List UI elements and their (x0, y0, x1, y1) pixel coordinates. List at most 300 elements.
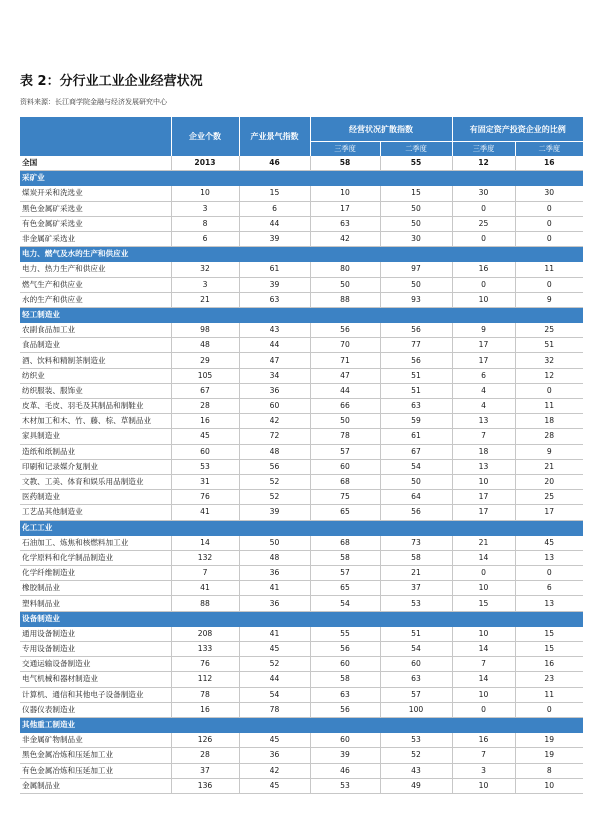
diffusion-q2-cell: 43 (380, 763, 452, 778)
diffusion-q3-cell: 44 (310, 383, 380, 398)
diffusion-q3-cell: 58 (310, 156, 380, 171)
sentiment-index-cell: 36 (239, 566, 310, 581)
table-row (20, 323, 583, 338)
sentiment-index-cell: 39 (239, 277, 310, 292)
industry-name-cell: 专用设备制造业 (20, 642, 171, 657)
diffusion-q2-cell: 50 (380, 474, 452, 489)
sentiment-index-cell: 61 (239, 262, 310, 277)
diffusion-q3-cell: 58 (310, 672, 380, 687)
diffusion-q3-cell: 56 (310, 702, 380, 717)
diffusion-q3-cell: 39 (310, 748, 380, 763)
firm-count-cell: 67 (171, 383, 239, 398)
industry-name-cell: 医药制造业 (20, 490, 171, 505)
table-body (20, 156, 583, 793)
investment-q3-cell: 7 (452, 429, 515, 444)
diffusion-q2-cell: 97 (380, 262, 452, 277)
investment-q2-cell: 30 (515, 186, 583, 201)
investment-q3-cell: 7 (452, 748, 515, 763)
section-header-row (20, 247, 583, 262)
table-row (20, 733, 583, 748)
investment-q2-cell: 32 (515, 353, 583, 368)
firm-count-cell: 3 (171, 201, 239, 216)
diffusion-q3-cell: 80 (310, 262, 380, 277)
diffusion-q2-cell: 60 (380, 657, 452, 672)
table-row (20, 216, 583, 231)
sentiment-index-cell: 36 (239, 383, 310, 398)
investment-q3-cell: 16 (452, 262, 515, 277)
sentiment-index-cell: 45 (239, 778, 310, 793)
investment-q3-cell: 17 (452, 505, 515, 520)
diffusion-q3-cell: 63 (310, 687, 380, 702)
table-row (20, 687, 583, 702)
diffusion-q3-cell: 54 (310, 596, 380, 611)
industry-name-cell: 食品制造业 (20, 338, 171, 353)
industry-name-cell: 有色金属矿采选业 (20, 216, 171, 231)
table-row (20, 626, 583, 641)
firm-count-cell: 60 (171, 444, 239, 459)
diffusion-q2-cell: 50 (380, 277, 452, 292)
investment-q2-cell: 25 (515, 323, 583, 338)
diffusion-q3-cell: 88 (310, 292, 380, 307)
diffusion-q2-cell: 77 (380, 338, 452, 353)
diffusion-q3-cell: 53 (310, 778, 380, 793)
industry-name-cell: 纺织服装、服饰业 (20, 383, 171, 398)
diffusion-q2-cell: 58 (380, 550, 452, 565)
table-row (20, 505, 583, 520)
section-title: 化工工业 (20, 520, 583, 535)
investment-q3-cell: 4 (452, 383, 515, 398)
diffusion-q2-cell: 51 (380, 626, 452, 641)
sentiment-index-cell: 43 (239, 323, 310, 338)
investment-q2-cell: 28 (515, 429, 583, 444)
investment-q2-cell: 11 (515, 262, 583, 277)
investment-q2-cell: 13 (515, 550, 583, 565)
diffusion-q3-cell: 47 (310, 368, 380, 383)
investment-q2-cell: 15 (515, 642, 583, 657)
diffusion-q2-cell: 100 (380, 702, 452, 717)
header-operating-diffusion-index: 经营状况扩散指数 (310, 117, 452, 142)
header-fixed-asset-investment-share: 有固定资产投资企业的比例 (452, 117, 583, 142)
sentiment-index-cell: 45 (239, 733, 310, 748)
diffusion-q2-cell: 51 (380, 383, 452, 398)
diffusion-q2-cell: 63 (380, 672, 452, 687)
firm-count-cell: 7 (171, 566, 239, 581)
sentiment-index-cell: 52 (239, 657, 310, 672)
table-row (20, 231, 583, 246)
table-row (20, 474, 583, 489)
sentiment-index-cell: 63 (239, 292, 310, 307)
firm-count-cell: 88 (171, 596, 239, 611)
investment-q2-cell: 10 (515, 778, 583, 793)
header-industry-blank (20, 117, 171, 156)
diffusion-q2-cell: 67 (380, 444, 452, 459)
sentiment-index-cell: 41 (239, 626, 310, 641)
section-title: 电力、燃气及水的生产和供应业 (20, 247, 583, 262)
investment-q3-cell: 9 (452, 323, 515, 338)
firm-count-cell: 8 (171, 216, 239, 231)
diffusion-q2-cell: 51 (380, 368, 452, 383)
investment-q2-cell: 9 (515, 444, 583, 459)
firm-count-cell: 45 (171, 429, 239, 444)
table-row (20, 368, 583, 383)
table-row (20, 657, 583, 672)
section-title: 轻工制造业 (20, 307, 583, 322)
diffusion-q3-cell: 71 (310, 353, 380, 368)
investment-q3-cell: 17 (452, 490, 515, 505)
investment-q2-cell: 0 (515, 702, 583, 717)
sentiment-index-cell: 39 (239, 505, 310, 520)
industry-name-cell: 水的生产和供应业 (20, 292, 171, 307)
industry-name-cell: 黑色金属冶炼和压延加工业 (20, 748, 171, 763)
diffusion-q2-cell: 56 (380, 323, 452, 338)
investment-q3-cell: 4 (452, 399, 515, 414)
industry-name-cell: 计算机、通信和其他电子设备制造业 (20, 687, 171, 702)
diffusion-q3-cell: 50 (310, 414, 380, 429)
industry-name-cell: 电力、热力生产和供应业 (20, 262, 171, 277)
investment-q2-cell: 21 (515, 459, 583, 474)
diffusion-q3-cell: 70 (310, 338, 380, 353)
investment-q2-cell: 17 (515, 505, 583, 520)
investment-q3-cell: 25 (452, 216, 515, 231)
investment-q2-cell: 23 (515, 672, 583, 687)
diffusion-q2-cell: 49 (380, 778, 452, 793)
investment-q2-cell: 6 (515, 581, 583, 596)
header-diffusion-q2: 二季度 (380, 142, 452, 157)
diffusion-q2-cell: 59 (380, 414, 452, 429)
industry-name-cell: 木材加工和木、竹、藤、棕、草制品业 (20, 414, 171, 429)
investment-q2-cell: 0 (515, 216, 583, 231)
industry-name-cell: 金属制品业 (20, 778, 171, 793)
investment-q2-cell: 0 (515, 383, 583, 398)
firm-count-cell: 28 (171, 399, 239, 414)
diffusion-q3-cell: 50 (310, 277, 380, 292)
industry-name-cell: 有色金属冶炼和压延加工业 (20, 763, 171, 778)
investment-q3-cell: 30 (452, 186, 515, 201)
sentiment-index-cell: 50 (239, 535, 310, 550)
header-investment-q3: 三季度 (452, 142, 515, 157)
source-note: 资料来源：长江商学院金融与经济发展研究中心 (20, 98, 167, 106)
firm-count-cell: 112 (171, 672, 239, 687)
diffusion-q2-cell: 15 (380, 186, 452, 201)
investment-q3-cell: 0 (452, 201, 515, 216)
industry-name-cell: 仪器仪表制造业 (20, 702, 171, 717)
sentiment-index-cell: 48 (239, 550, 310, 565)
table-row (20, 596, 583, 611)
table-row (20, 778, 583, 793)
firm-count-cell: 6 (171, 231, 239, 246)
table-row (20, 338, 583, 353)
sentiment-index-cell: 44 (239, 338, 310, 353)
sentiment-index-cell: 6 (239, 201, 310, 216)
section-header-row (20, 717, 583, 732)
firm-count-cell: 14 (171, 535, 239, 550)
investment-q3-cell: 12 (452, 156, 515, 171)
investment-q3-cell: 0 (452, 231, 515, 246)
diffusion-q2-cell: 57 (380, 687, 452, 702)
investment-q2-cell: 15 (515, 626, 583, 641)
firm-count-cell: 16 (171, 702, 239, 717)
investment-q2-cell: 0 (515, 566, 583, 581)
diffusion-q3-cell: 65 (310, 505, 380, 520)
header-firm-count: 企业个数 (171, 117, 239, 156)
diffusion-q2-cell: 73 (380, 535, 452, 550)
diffusion-q2-cell: 21 (380, 566, 452, 581)
table-row (20, 566, 583, 581)
sentiment-index-cell: 42 (239, 763, 310, 778)
section-header-row (20, 520, 583, 535)
investment-q2-cell: 20 (515, 474, 583, 489)
industry-name-cell: 黑色金属矿采选业 (20, 201, 171, 216)
industry-name-cell: 化学原料和化学制品制造业 (20, 550, 171, 565)
section-header-row (20, 171, 583, 186)
sentiment-index-cell: 45 (239, 642, 310, 657)
investment-q3-cell: 10 (452, 474, 515, 489)
table-row (20, 550, 583, 565)
table-row (20, 414, 583, 429)
diffusion-q2-cell: 53 (380, 733, 452, 748)
investment-q3-cell: 7 (452, 657, 515, 672)
table-row (20, 277, 583, 292)
table-title: 表 2：分行业工业企业经营状况 (20, 74, 203, 89)
diffusion-q2-cell: 64 (380, 490, 452, 505)
investment-q2-cell: 18 (515, 414, 583, 429)
firm-count-cell: 2013 (171, 156, 239, 171)
table-row (20, 581, 583, 596)
investment-q3-cell: 10 (452, 626, 515, 641)
industry-name-cell: 非金属矿物制品业 (20, 733, 171, 748)
firm-count-cell: 133 (171, 642, 239, 657)
firm-count-cell: 32 (171, 262, 239, 277)
sentiment-index-cell: 47 (239, 353, 310, 368)
investment-q3-cell: 18 (452, 444, 515, 459)
section-title: 设备制造业 (20, 611, 583, 626)
sentiment-index-cell: 54 (239, 687, 310, 702)
industry-name-cell: 造纸和纸制品业 (20, 444, 171, 459)
firm-count-cell: 126 (171, 733, 239, 748)
diffusion-q3-cell: 78 (310, 429, 380, 444)
industry-name-cell: 印刷和记录媒介复制业 (20, 459, 171, 474)
investment-q3-cell: 17 (452, 338, 515, 353)
table-row (20, 429, 583, 444)
investment-q3-cell: 17 (452, 353, 515, 368)
diffusion-q3-cell: 56 (310, 323, 380, 338)
diffusion-q3-cell: 66 (310, 399, 380, 414)
sentiment-index-cell: 39 (239, 231, 310, 246)
investment-q3-cell: 15 (452, 596, 515, 611)
sentiment-index-cell: 36 (239, 596, 310, 611)
table-row (20, 490, 583, 505)
investment-q2-cell: 51 (515, 338, 583, 353)
diffusion-q3-cell: 46 (310, 763, 380, 778)
diffusion-q2-cell: 55 (380, 156, 452, 171)
firm-count-cell: 76 (171, 657, 239, 672)
sentiment-index-cell: 78 (239, 702, 310, 717)
diffusion-q3-cell: 60 (310, 657, 380, 672)
sentiment-index-cell: 41 (239, 581, 310, 596)
diffusion-q2-cell: 54 (380, 642, 452, 657)
industry-name-cell: 工艺品其他制造业 (20, 505, 171, 520)
industry-name-cell: 电气机械和器材制造业 (20, 672, 171, 687)
table-row (20, 201, 583, 216)
sentiment-index-cell: 52 (239, 474, 310, 489)
table-header (20, 117, 583, 156)
industry-table-container (20, 117, 583, 794)
diffusion-q3-cell: 17 (310, 201, 380, 216)
sentiment-index-cell: 56 (239, 459, 310, 474)
investment-q3-cell: 3 (452, 763, 515, 778)
investment-q3-cell: 16 (452, 733, 515, 748)
table-row (20, 763, 583, 778)
firm-count-cell: 105 (171, 368, 239, 383)
table-row (20, 459, 583, 474)
investment-q2-cell: 19 (515, 733, 583, 748)
investment-q2-cell: 0 (515, 277, 583, 292)
investment-q2-cell: 19 (515, 748, 583, 763)
investment-q3-cell: 14 (452, 672, 515, 687)
firm-count-cell: 78 (171, 687, 239, 702)
diffusion-q2-cell: 50 (380, 201, 452, 216)
investment-q2-cell: 11 (515, 687, 583, 702)
firm-count-cell: 98 (171, 323, 239, 338)
investment-q2-cell: 12 (515, 368, 583, 383)
investment-q3-cell: 0 (452, 566, 515, 581)
diffusion-q3-cell: 68 (310, 535, 380, 550)
industry-name-cell: 石油加工、炼焦和核燃料加工业 (20, 535, 171, 550)
investment-q2-cell: 16 (515, 156, 583, 171)
diffusion-q3-cell: 60 (310, 459, 380, 474)
industry-name-cell: 化学纤维制造业 (20, 566, 171, 581)
industry-name-cell: 全国 (20, 156, 171, 171)
industry-name-cell: 非金属矿采选业 (20, 231, 171, 246)
industry-name-cell: 酒、饮料和精制茶制造业 (20, 353, 171, 368)
firm-count-cell: 10 (171, 186, 239, 201)
firm-count-cell: 53 (171, 459, 239, 474)
diffusion-q2-cell: 61 (380, 429, 452, 444)
header-diffusion-q3: 三季度 (310, 142, 380, 157)
investment-q3-cell: 10 (452, 581, 515, 596)
diffusion-q2-cell: 54 (380, 459, 452, 474)
section-title: 采矿业 (20, 171, 583, 186)
diffusion-q2-cell: 50 (380, 216, 452, 231)
table-row (20, 383, 583, 398)
industry-name-cell: 文教、工美、体育和娱乐用品制造业 (20, 474, 171, 489)
table-row (20, 399, 583, 414)
section-header-row (20, 611, 583, 626)
industry-name-cell: 家具制造业 (20, 429, 171, 444)
firm-count-cell: 29 (171, 353, 239, 368)
investment-q3-cell: 0 (452, 277, 515, 292)
firm-count-cell: 76 (171, 490, 239, 505)
diffusion-q3-cell: 42 (310, 231, 380, 246)
diffusion-q2-cell: 56 (380, 505, 452, 520)
investment-q3-cell: 13 (452, 414, 515, 429)
table-row (20, 444, 583, 459)
table-row (20, 748, 583, 763)
sentiment-index-cell: 36 (239, 748, 310, 763)
national-total-row (20, 156, 583, 171)
investment-q3-cell: 0 (452, 702, 515, 717)
diffusion-q2-cell: 93 (380, 292, 452, 307)
sentiment-index-cell: 52 (239, 490, 310, 505)
table-row (20, 353, 583, 368)
firm-count-cell: 136 (171, 778, 239, 793)
firm-count-cell: 41 (171, 581, 239, 596)
header-investment-q2: 二季度 (515, 142, 583, 157)
diffusion-q3-cell: 57 (310, 444, 380, 459)
diffusion-q3-cell: 55 (310, 626, 380, 641)
investment-q3-cell: 10 (452, 778, 515, 793)
firm-count-cell: 48 (171, 338, 239, 353)
table-row (20, 642, 583, 657)
investment-q2-cell: 9 (515, 292, 583, 307)
investment-q3-cell: 10 (452, 292, 515, 307)
industry-name-cell: 燃气生产和供应业 (20, 277, 171, 292)
diffusion-q3-cell: 56 (310, 642, 380, 657)
diffusion-q2-cell: 56 (380, 353, 452, 368)
investment-q3-cell: 21 (452, 535, 515, 550)
investment-q2-cell: 13 (515, 596, 583, 611)
investment-q2-cell: 0 (515, 201, 583, 216)
diffusion-q2-cell: 30 (380, 231, 452, 246)
firm-count-cell: 21 (171, 292, 239, 307)
firm-count-cell: 16 (171, 414, 239, 429)
industry-name-cell: 通用设备制造业 (20, 626, 171, 641)
investment-q2-cell: 0 (515, 231, 583, 246)
sentiment-index-cell: 15 (239, 186, 310, 201)
diffusion-q3-cell: 57 (310, 566, 380, 581)
table-row (20, 186, 583, 201)
diffusion-q3-cell: 10 (310, 186, 380, 201)
diffusion-q2-cell: 63 (380, 399, 452, 414)
table-row (20, 672, 583, 687)
sentiment-index-cell: 72 (239, 429, 310, 444)
firm-count-cell: 132 (171, 550, 239, 565)
firm-count-cell: 31 (171, 474, 239, 489)
diffusion-q3-cell: 60 (310, 733, 380, 748)
sentiment-index-cell: 48 (239, 444, 310, 459)
diffusion-q3-cell: 68 (310, 474, 380, 489)
diffusion-q2-cell: 53 (380, 596, 452, 611)
diffusion-q3-cell: 63 (310, 216, 380, 231)
industry-name-cell: 农副食品加工业 (20, 323, 171, 338)
investment-q2-cell: 8 (515, 763, 583, 778)
firm-count-cell: 37 (171, 763, 239, 778)
investment-q2-cell: 16 (515, 657, 583, 672)
table-row (20, 702, 583, 717)
sentiment-index-cell: 42 (239, 414, 310, 429)
diffusion-q3-cell: 75 (310, 490, 380, 505)
table-row (20, 262, 583, 277)
investment-q3-cell: 13 (452, 459, 515, 474)
industry-name-cell: 皮革、毛皮、羽毛及其制品和制鞋业 (20, 399, 171, 414)
table-row (20, 535, 583, 550)
investment-q3-cell: 6 (452, 368, 515, 383)
industry-name-cell: 纺织业 (20, 368, 171, 383)
investment-q2-cell: 11 (515, 399, 583, 414)
header-industry-sentiment-index: 产业景气指数 (239, 117, 310, 156)
sentiment-index-cell: 44 (239, 672, 310, 687)
sentiment-index-cell: 46 (239, 156, 310, 171)
diffusion-q3-cell: 65 (310, 581, 380, 596)
sentiment-index-cell: 60 (239, 399, 310, 414)
firm-count-cell: 41 (171, 505, 239, 520)
industry-name-cell: 煤炭开采和洗选业 (20, 186, 171, 201)
sentiment-index-cell: 44 (239, 216, 310, 231)
investment-q3-cell: 10 (452, 687, 515, 702)
section-header-row (20, 307, 583, 322)
section-title: 其他重工制造业 (20, 717, 583, 732)
industry-name-cell: 塑料制品业 (20, 596, 171, 611)
